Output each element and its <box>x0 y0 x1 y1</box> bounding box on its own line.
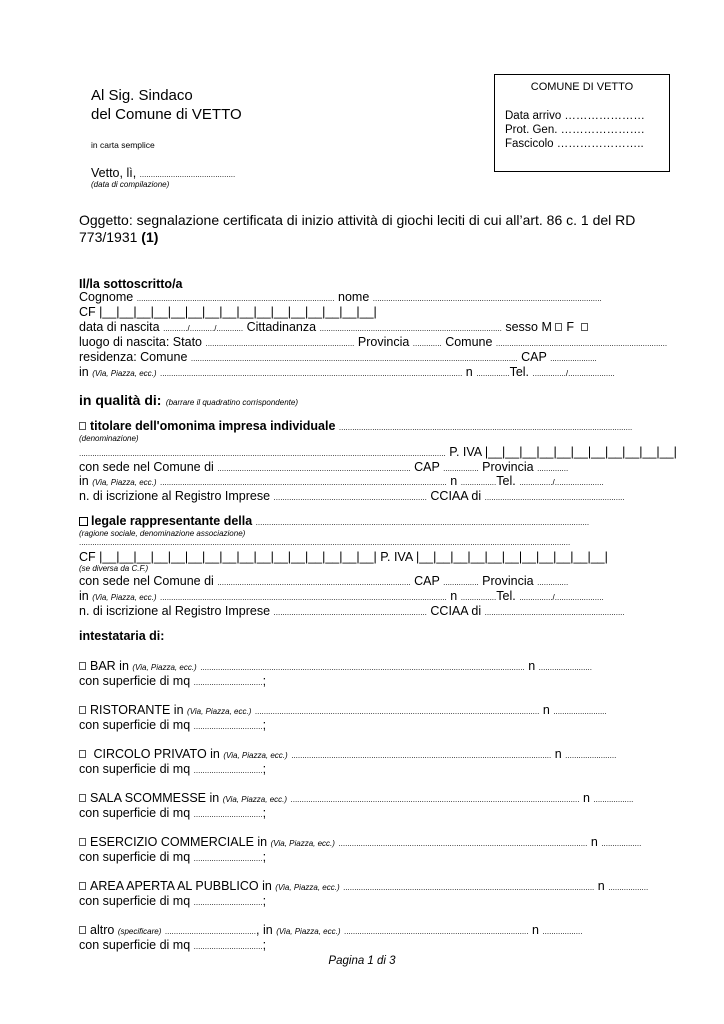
altro-n-field[interactable]: .................. <box>542 927 583 936</box>
area-aperta-via-field[interactable]: ................................................................................................................. <box>343 883 595 892</box>
legale-cciaa-label: CCIAA di <box>430 604 482 618</box>
titolare-tel-label: Tel. <box>496 474 516 488</box>
altro-specificare-field[interactable]: ......................................... <box>164 927 257 936</box>
titolare-checkbox[interactable] <box>79 422 86 430</box>
ristorante-checkbox[interactable] <box>79 706 86 714</box>
cittadinanza-field[interactable]: .................................................................................. <box>319 324 502 333</box>
ristorante-superficie-label: con superficie di mq <box>79 718 191 732</box>
sala-scommesse-superficie-label: con superficie di mq <box>79 806 191 820</box>
area-aperta-label: AREA APERTA AL PUBBLICO in <box>90 879 272 893</box>
titolare-sede-label: con sede nel Comune di <box>79 460 214 474</box>
sottoscritto-heading: Il/la sottoscritto/a <box>79 277 183 291</box>
esercizio-superficie-label: con superficie di mq <box>79 850 191 864</box>
residenza-field[interactable]: ................................................................................................................................................... <box>190 354 518 363</box>
cap-field[interactable]: ..................... <box>550 354 597 363</box>
qualita-note: (barrare il quadratino corrispondente) <box>165 398 298 407</box>
cap-label: CAP <box>521 350 547 364</box>
titolare-registro-row <box>79 489 639 505</box>
ragione-sociale-note: (ragione sociale, denominazione associazione) <box>79 529 246 538</box>
legale-via-note: (Via, Piazza, ecc.) <box>92 593 157 602</box>
sesso-f-label: F <box>566 320 574 334</box>
esercizio-via-field[interactable]: ................................................................................................................ <box>338 839 588 848</box>
area-aperta-superficie-label: con superficie di mq <box>79 894 191 908</box>
esercizio-via-note: (Via, Piazza, ecc.) <box>270 839 335 848</box>
ristorante-via-note: (Via, Piazza, ecc.) <box>187 707 252 716</box>
bar-superficie-field[interactable]: ............................... <box>193 678 263 687</box>
nome-field[interactable]: ....................................................................................................... <box>372 294 602 303</box>
altro-checkbox[interactable] <box>79 926 86 934</box>
area-aperta-superficie-field[interactable]: ............................... <box>193 898 263 907</box>
titolare-denom-cont-field[interactable]: ..................................................................................................................................................................... <box>79 449 446 458</box>
circolo-superficie-row <box>79 762 639 778</box>
bar-checkbox[interactable] <box>79 662 86 670</box>
titolare-denom-field[interactable]: .................................................................................................................................... <box>338 423 633 432</box>
circolo-superficie-label: con superficie di mq <box>79 762 191 776</box>
bar-via-note: (Via, Piazza, ecc.) <box>132 663 197 672</box>
tel-field[interactable]: .............../..................... <box>532 369 615 378</box>
sala-scommesse-via-note: (Via, Piazza, ecc.) <box>222 795 288 804</box>
nascita-label: data di nascita <box>79 320 160 334</box>
luogo-row <box>79 335 668 351</box>
legale-provincia-label: Provincia <box>482 574 534 588</box>
circolo-label: CIRCOLO PRIVATO in <box>90 747 220 761</box>
bar-row <box>79 659 639 675</box>
legale-in-label: in <box>79 589 89 603</box>
circolo-n-field[interactable]: ....................... <box>565 751 617 760</box>
subject-note-ref: (1) <box>141 229 159 245</box>
titolare-cciaa-label: CCIAA di <box>430 489 482 503</box>
legale-row <box>79 514 639 530</box>
n-field[interactable]: ............... <box>476 369 510 378</box>
circolo-via-field[interactable]: ..................................................................................................................... <box>291 751 552 760</box>
ristorante-superficie-end: ; <box>262 718 267 732</box>
titolare-indirizzo-row <box>79 474 639 490</box>
qualita-label: in qualità di <box>79 392 157 408</box>
sala-scommesse-superficie-field[interactable]: ............................... <box>193 810 263 819</box>
altro-specificare-note: (specificare) <box>117 927 162 936</box>
bar-via-field[interactable]: .................................................................................................................................................. <box>200 663 525 672</box>
legale-sede-label: con sede nel Comune di <box>79 574 214 588</box>
ristorante-n-label: n <box>542 703 550 717</box>
altro-n-label: n <box>531 923 539 937</box>
circolo-n-label: n <box>554 747 562 761</box>
area-aperta-via-note: (Via, Piazza, ecc.) <box>275 883 340 892</box>
area-aperta-superficie-row <box>79 894 639 910</box>
legale-sede-field[interactable]: ....................................................................................... <box>217 578 411 587</box>
bar-superficie-label: con superficie di mq <box>79 674 191 688</box>
titolare-in-label: in <box>79 474 89 488</box>
legale-n-field[interactable]: ................ <box>460 593 497 602</box>
sesso-f-checkbox[interactable] <box>581 323 588 331</box>
bar-n-label: n <box>528 659 536 673</box>
protocol-box-title: COMUNE DI VETTO <box>530 81 634 93</box>
esercizio-n-label: n <box>590 835 598 849</box>
comune-field[interactable]: ............................................................................. <box>495 339 668 348</box>
legale-sede-row <box>79 574 639 590</box>
sala-scommesse-via-field[interactable]: .................................................................................................................................. <box>290 795 580 804</box>
denominazione-note: (denominazione) <box>79 434 139 443</box>
sesso-label: sesso M <box>505 320 552 334</box>
legale-label: legale rappresentante della <box>91 514 253 528</box>
esercizio-label: ESERCIZIO COMMERCIALE in <box>90 835 268 849</box>
residenza-row <box>79 350 639 366</box>
subject-ref: 773/1931 <box>79 229 142 245</box>
legale-via-field[interactable]: ................................................................................................................................. <box>160 593 447 602</box>
sesso-m-checkbox[interactable] <box>555 323 562 331</box>
fascicolo: Fascicolo ………………….. <box>505 138 644 150</box>
recipient-line1: Al Sig. Sindaco <box>91 87 193 104</box>
cognome-label: Cognome <box>79 290 134 304</box>
bar-superficie-end: ; <box>262 674 267 688</box>
in-label: in <box>79 365 89 379</box>
sala-scommesse-n-label: n <box>582 791 590 805</box>
legale-tel-field[interactable]: .............../...................... <box>519 593 604 602</box>
legale-registro-label: n. di iscrizione al Registro Imprese <box>79 604 271 618</box>
via-note: (Via, Piazza, ecc.) <box>92 369 157 378</box>
cognome-row <box>79 290 639 306</box>
ristorante-n-field[interactable]: ........................ <box>553 707 607 716</box>
luogo-label: luogo di nascita: Stato <box>79 335 202 349</box>
legale-cciaa-field[interactable]: ............................................................... <box>484 608 625 617</box>
legale-tel-label: Tel. <box>496 589 516 603</box>
ristorante-superficie-row <box>79 718 639 734</box>
bar-superficie-row <box>79 674 639 690</box>
bar-label: BAR in <box>90 659 129 673</box>
nome-label: nome <box>338 290 370 304</box>
qualita-heading <box>79 392 298 410</box>
ristorante-row <box>79 703 639 719</box>
nascita-field[interactable]: .........../.........../............ <box>163 324 244 333</box>
altro-via-note: (Via, Piazza, ecc.) <box>276 927 341 936</box>
prot-gen: Prot. Gen. …………………. <box>505 124 645 136</box>
page-number: Pagina 1 di 3 <box>328 955 396 967</box>
sala-scommesse-checkbox[interactable] <box>79 794 86 802</box>
stato-field[interactable]: ................................................................... <box>205 339 355 348</box>
legale-cap-label: CAP <box>414 574 440 588</box>
titolare-registro-field[interactable]: ..................................................................... <box>273 493 427 502</box>
altro-superficie-label: con superficie di mq <box>79 938 191 952</box>
legale-registro-field[interactable]: ..................................................................... <box>273 608 427 617</box>
via-field[interactable]: ........................................................................................................................................ <box>160 369 463 378</box>
titolare-tel-field[interactable]: .............../...................... <box>519 478 604 487</box>
legale-checkbox[interactable] <box>79 517 88 526</box>
esercizio-superficie-row <box>79 850 639 866</box>
cognome-field[interactable]: ......................................................................................... <box>136 294 335 303</box>
titolare-registro-label: n. di iscrizione al Registro Imprese <box>79 489 271 503</box>
circolo-checkbox[interactable] <box>79 750 86 758</box>
titolare-sede-field[interactable]: ....................................................................................... <box>217 464 411 473</box>
altro-superficie-end: ; <box>262 938 267 952</box>
esercizio-superficie-end: ; <box>262 850 267 864</box>
comune-label: Comune <box>445 335 493 349</box>
circolo-row <box>79 747 639 763</box>
legale-indirizzo-row <box>79 589 639 605</box>
area-aperta-superficie-end: ; <box>262 894 267 908</box>
subject-line2 <box>79 229 158 245</box>
altro-superficie-row <box>79 938 639 954</box>
provincia-field[interactable]: ............. <box>412 339 442 348</box>
subject-line1: Oggetto: segnalazione certificata di inizio attività di giochi leciti di cui all’art. 86 c. 1 del RD <box>79 212 636 228</box>
sala-scommesse-row <box>79 791 639 807</box>
circolo-via-note: (Via, Piazza, ecc.) <box>223 751 288 760</box>
esercizio-row <box>79 835 642 851</box>
legale-ragione-cont-field[interactable]: ............................................................................................................................................................................................................................. <box>79 538 571 547</box>
residenza-label: residenza: Comune <box>79 350 188 364</box>
altro-superficie-field[interactable]: ............................... <box>193 942 263 951</box>
titolare-via-field[interactable]: ................................................................................................................................. <box>160 478 447 487</box>
data-arrivo: Data arrivo ………………… <box>505 110 645 122</box>
tel-label: Tel. <box>509 365 530 379</box>
sala-scommesse-label: SALA SCOMMESSE in <box>90 791 220 805</box>
esercizio-checkbox[interactable] <box>79 838 86 846</box>
area-aperta-checkbox[interactable] <box>79 882 86 890</box>
altro-label: altro <box>90 923 115 937</box>
titolare-piva[interactable]: P. IVA |__|__|__|__|__|__|__|__|__|__|__| <box>449 445 677 459</box>
titolare-cap-field[interactable]: ................ <box>443 464 479 473</box>
date-note: (data di compilazione) <box>91 180 170 189</box>
cittadinanza-label: Cittadinanza <box>246 320 317 334</box>
sala-scommesse-superficie-row <box>79 806 639 822</box>
cf-row[interactable]: CF |__|__|__|__|__|__|__|__|__|__|__|__|__|__|__|__| <box>79 305 377 319</box>
titolare-cap-label: CAP <box>414 460 440 474</box>
legale-n-label: n <box>450 589 458 603</box>
titolare-row <box>79 419 639 435</box>
ristorante-label: RISTORANTE in <box>90 703 184 717</box>
legale-ragione-field[interactable]: ...................................................................................................................................................... <box>255 518 590 527</box>
qualita-colon: : <box>156 392 162 408</box>
circolo-superficie-end: ; <box>262 762 267 776</box>
intestataria-heading: intestataria di: <box>79 629 165 643</box>
sala-scommesse-n-field[interactable]: .................. <box>593 795 634 804</box>
area-aperta-row <box>79 879 649 895</box>
indirizzo-row <box>79 365 639 381</box>
altro-via-field[interactable]: ................................................................................... <box>344 927 529 936</box>
titolare-piva-row <box>79 445 677 461</box>
altro-suffix: , in <box>256 923 273 937</box>
esercizio-superficie-field[interactable]: ............................... <box>193 854 263 863</box>
area-aperta-n-label: n <box>597 879 605 893</box>
titolare-via-note: (Via, Piazza, ecc.) <box>92 478 157 487</box>
titolare-label: titolare dell'omonima impresa individuale <box>90 419 336 433</box>
cf-note: (se diversa da C.F.) <box>79 564 149 573</box>
ristorante-via-field[interactable]: ................................................................................................................................ <box>254 707 540 716</box>
legale-cf-piva[interactable]: CF |__|__|__|__|__|__|__|__|__|__|__|__|__|__|__|__| P. IVA |__|__|__|__|__|__|__|__|__|__|__| <box>79 550 608 564</box>
titolare-cciaa-field[interactable]: ............................................................... <box>484 493 625 502</box>
titolare-n-label: n <box>450 474 458 488</box>
protocol-box <box>494 74 670 172</box>
area-aperta-n-field[interactable]: .................. <box>608 883 649 892</box>
titolare-provincia-field[interactable]: .............. <box>537 464 569 473</box>
ristorante-superficie-field[interactable]: ............................... <box>193 722 263 731</box>
titolare-n-field[interactable]: ................ <box>460 478 497 487</box>
carta-semplice: in carta semplice <box>91 140 155 150</box>
legale-provincia-field[interactable]: .............. <box>537 578 569 587</box>
bar-n-field[interactable]: ........................ <box>538 663 592 672</box>
titolare-provincia-label: Provincia <box>482 460 534 474</box>
n-label: n <box>465 365 473 379</box>
legale-cap-field[interactable]: ................ <box>443 578 479 587</box>
altro-row <box>79 923 639 939</box>
place-date-label: Vetto, lì, <box>91 166 137 180</box>
circolo-superficie-field[interactable]: ............................... <box>193 766 263 775</box>
place-date <box>91 166 235 180</box>
sala-scommesse-superficie-end: ; <box>262 806 267 820</box>
provincia-label: Provincia <box>357 335 410 349</box>
nascita-row <box>79 320 639 336</box>
place-date-field[interactable]: ........................................... <box>139 170 236 179</box>
legale-registro-row <box>79 604 639 620</box>
esercizio-n-field[interactable]: .................. <box>601 839 642 848</box>
recipient-line2: del Comune di VETTO <box>91 106 242 123</box>
